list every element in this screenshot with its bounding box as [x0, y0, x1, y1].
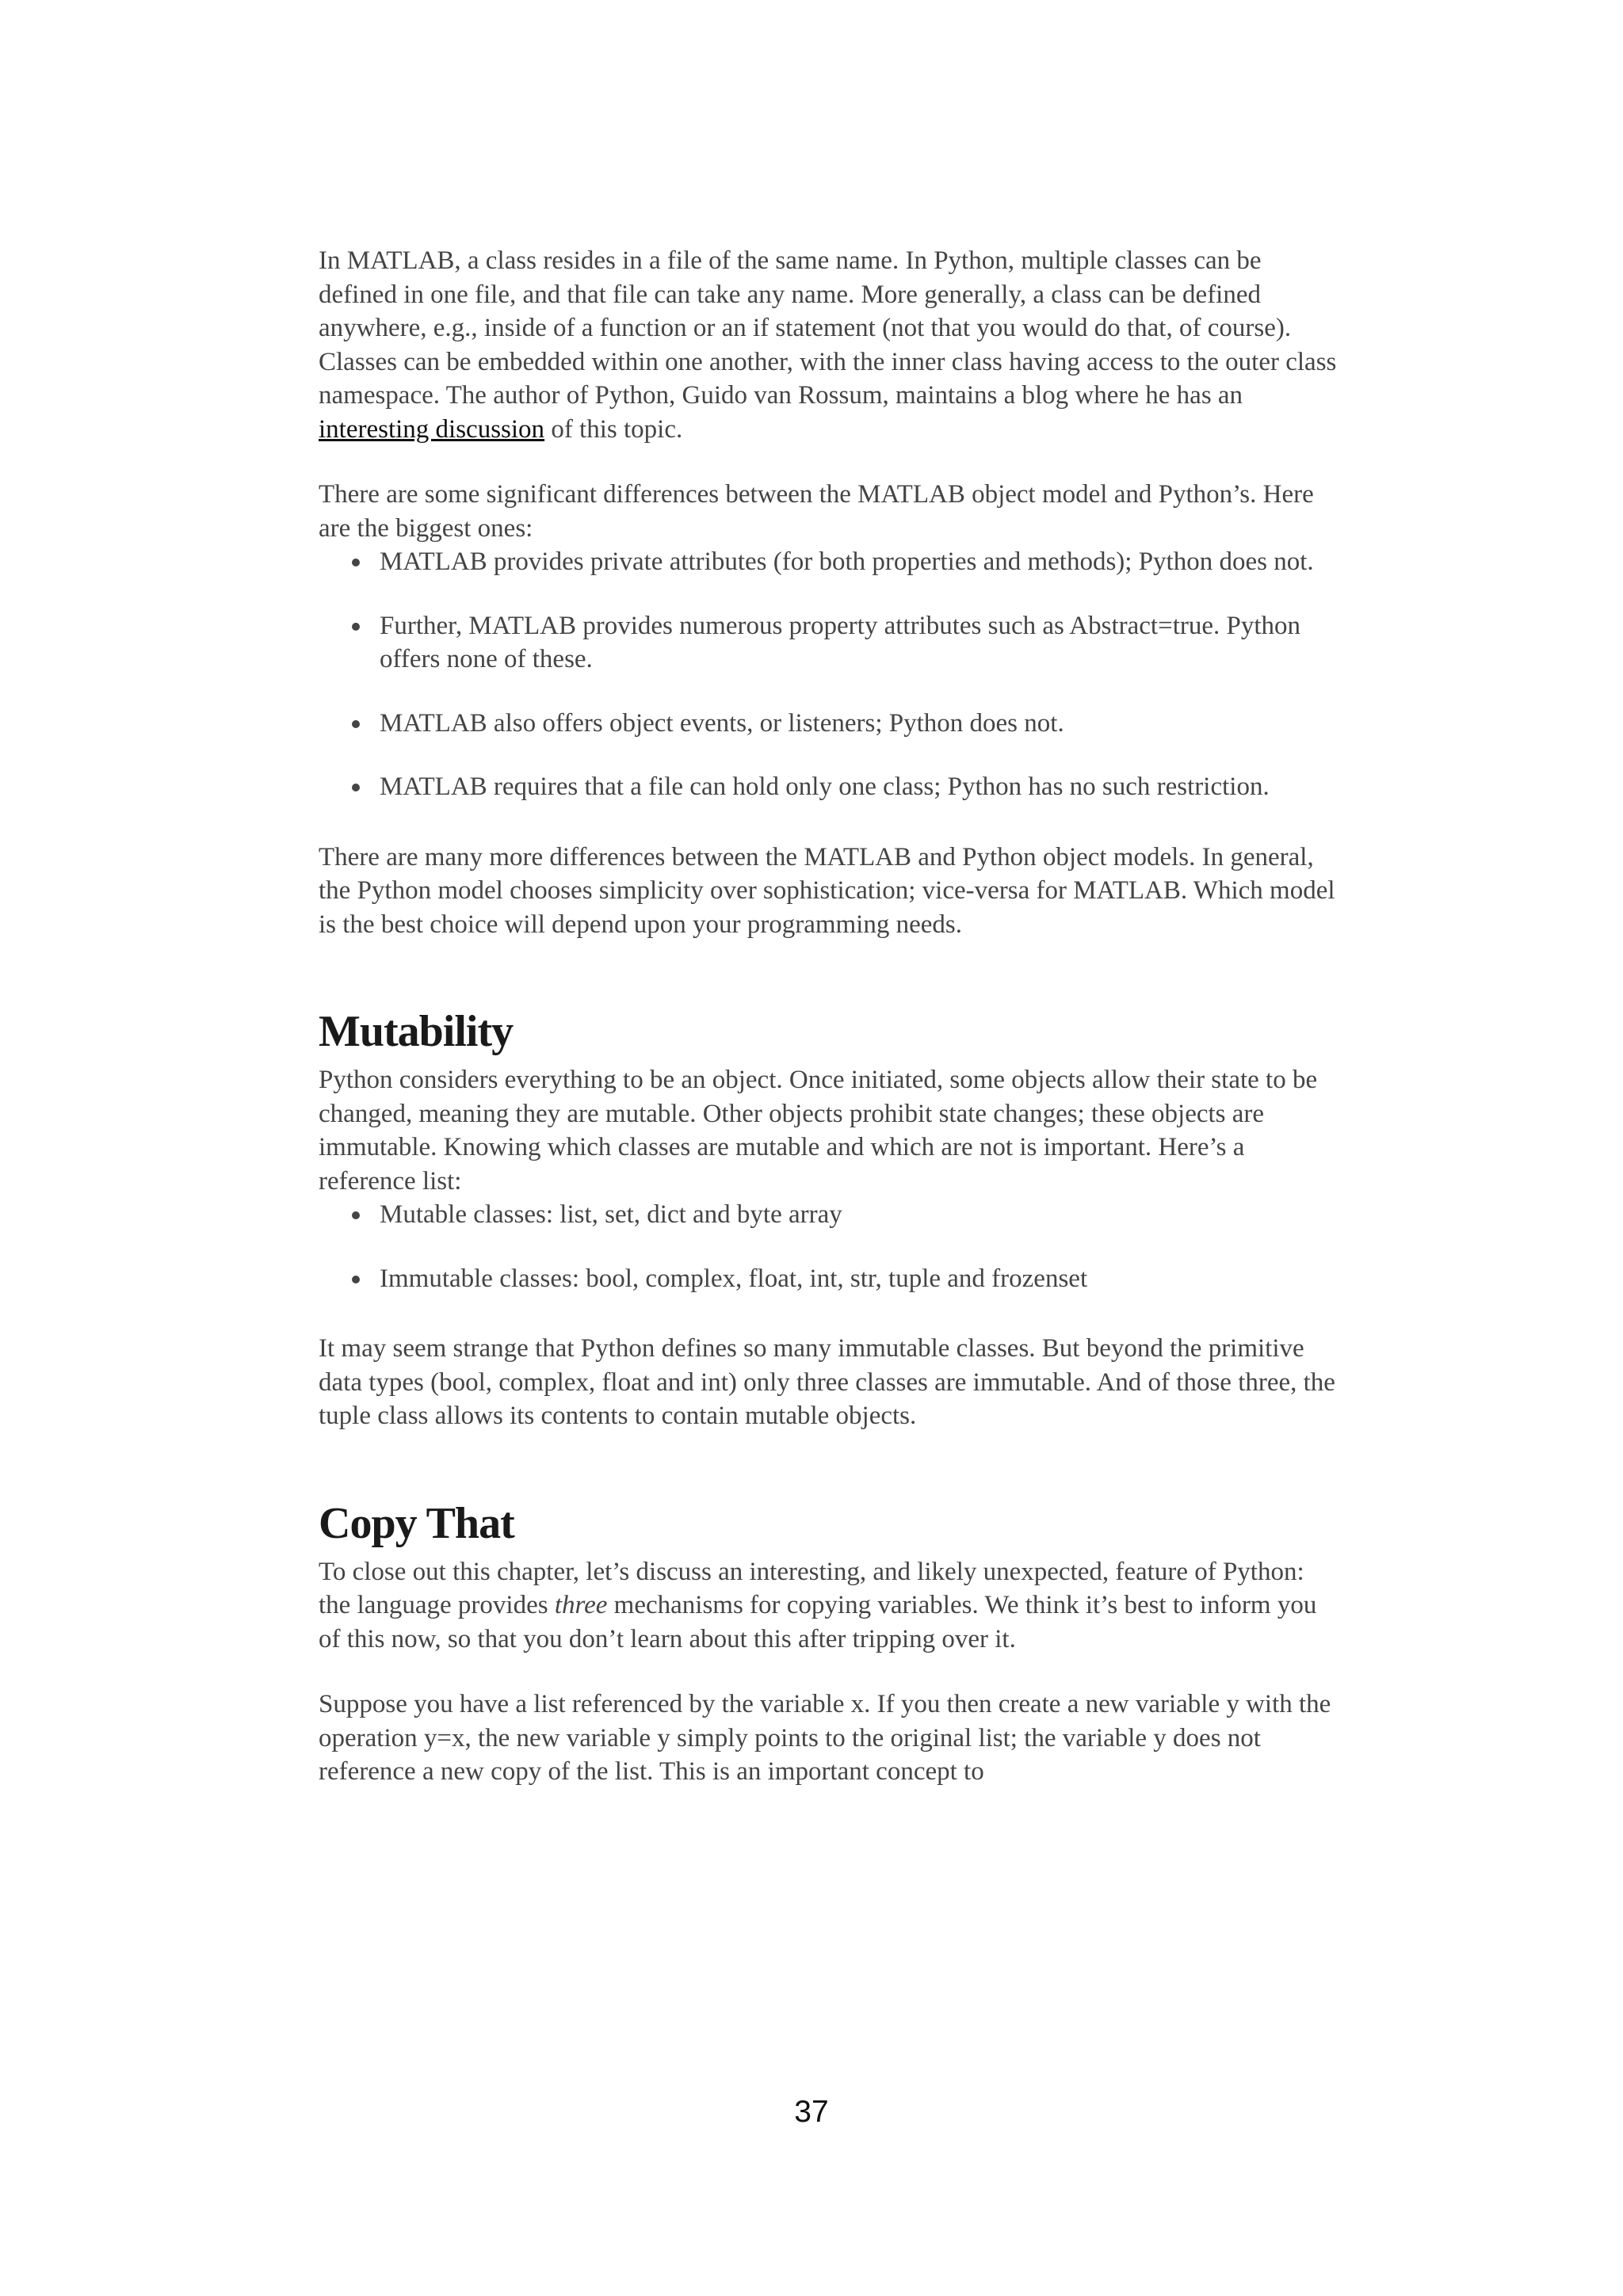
- bullet-icon: [352, 1211, 360, 1219]
- copy-that-paragraph-1-before: To close out this chapter, let’s discuss an interesting, and likely unexpected, feature of Python: the language provides: [319, 1557, 1304, 1619]
- list-item: [319, 1198, 1341, 1232]
- bullet-icon: [352, 784, 360, 791]
- bullet-icon: [352, 1276, 360, 1283]
- intro-paragraph-2: There are some significant differences between the MATLAB object model and Python’s. Here are the biggest ones:: [319, 480, 1314, 543]
- page-content: [319, 244, 1341, 1789]
- list-item-text: MATLAB also offers object events, or listeners; Python does not.: [380, 708, 1064, 738]
- bullet-icon: [352, 720, 360, 728]
- list-item: [319, 545, 1341, 579]
- copy-that-emphasis: three: [554, 1591, 608, 1619]
- intro-paragraph-1-text: In MATLAB, a class resides in a file of the same name. In Python, multiple classes can be defined in one file, and that file can take any name. More generally, a class can be defined anywhere, e.g., inside of a function or an if statement (not that you would do that, of course). Classes can be embedded within one another, with the inner class having access to the outer class namespace. The author of Python, Guido van Rossum, maintains a blog where he has an: [319, 246, 1337, 410]
- list-item-text: Immutable classes: bool, complex, float, int, str, tuple and frozenset: [380, 1264, 1088, 1293]
- bullet-icon: [352, 623, 360, 631]
- intro-paragraph-3: There are many more differences between the MATLAB and Python object models. In general, the Python model chooses simplicity over sophistication; vice-versa for MATLAB. Which model is the best choice will depend upon your programming needs.: [319, 842, 1335, 939]
- list-item: [319, 1262, 1341, 1296]
- interesting-discussion-link[interactable]: interesting discussion: [319, 414, 545, 444]
- copy-that-paragraph-1: [319, 1555, 1341, 1657]
- mutability-class-list: [319, 1198, 1341, 1295]
- list-item-text: MATLAB provides private attributes (for both properties and methods); Python does not.: [380, 547, 1314, 576]
- page-number: 37: [794, 2095, 829, 2129]
- list-item: [319, 609, 1341, 677]
- copy-that-paragraph-2: Suppose you have a list referenced by the variable x. If you then create a new variable y with the operation y=x, the new variable y simply points to the original list; the variable y does not reference a new copy of the list. This is an important concept to: [319, 1690, 1331, 1786]
- bullet-icon: [352, 559, 360, 566]
- section-heading-mutability: Mutability: [319, 1007, 514, 1056]
- list-item-text: Further, MATLAB provides numerous property attributes such as Abstract=true. Python offers none of these.: [380, 611, 1301, 673]
- intro-paragraph-1: [319, 244, 1341, 446]
- mutability-paragraph-1: Python considers everything to be an object. Once initiated, some objects allow their state to be changed, meaning they are mutable. Other objects prohibit state changes; these objects are immutable. Knowing which classes are mutable and which are not is important. Here’s a reference list:: [319, 1066, 1318, 1196]
- intro-paragraph-1-tail: of this topic.: [551, 414, 683, 444]
- list-item: [319, 707, 1341, 741]
- list-item: [319, 770, 1341, 804]
- section-heading-copy-that: Copy That: [319, 1498, 514, 1548]
- list-item-text: MATLAB requires that a file can hold only one class; Python has no such restriction.: [380, 772, 1270, 801]
- list-item-text: Mutable classes: list, set, dict and byte array: [380, 1200, 842, 1229]
- mutability-paragraph-2: It may seem strange that Python defines so many immutable classes. But beyond the primitive data types (bool, complex, float and int) only three classes are immutable. And of those three, the tuple class allows its contents to contain mutable objects.: [319, 1334, 1335, 1430]
- differences-list: [319, 545, 1341, 804]
- copy-that-paragraph-1-after: mechanisms for copying variables. We think it’s best to inform you of this now, so that you don’t learn about this after tripping over it.: [319, 1591, 1317, 1653]
